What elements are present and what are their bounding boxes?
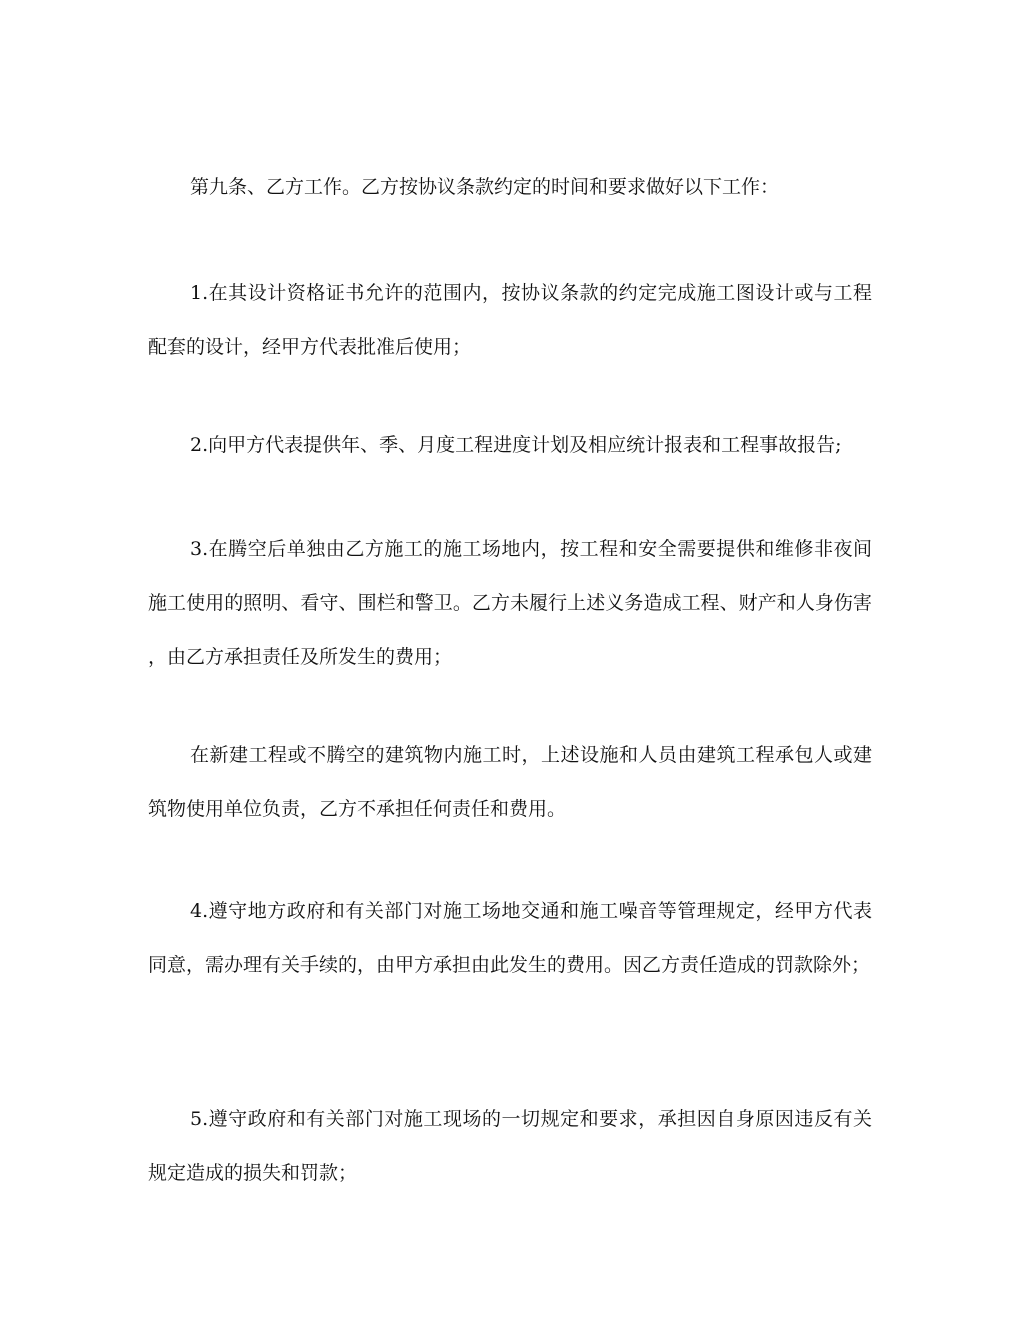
paragraph-item-4: 4.遵守地方政府和有关部门对施工场地交通和施工噪音等管理规定，经甲方代表同意，需办理有关手续的，由甲方承担由此发生的费用。因乙方责任造成的罚款除外； (148, 900, 872, 976)
paragraph-item-3: 3.在腾空后单独由乙方施工的施工场地内，按工程和安全需要提供和维修非夜间施工使用的照明、看守、围栏和警卫。乙方未履行上述义务造成工程、财产和人身伤害，由乙方承担责任及所发生的费用； (148, 538, 872, 668)
paragraph-item-3-note: 在新建工程或不腾空的建筑物内施工时，上述设施和人员由建筑工程承包人或建筑物使用单位负责，乙方不承担任何责任和费用。 (148, 744, 872, 820)
paragraph-item-1: 1.在其设计资格证书允许的范围内，按协议条款的约定完成施工图设计或与工程配套的设计，经甲方代表批准后使用； (148, 282, 872, 358)
paragraph-item-5: 5.遵守政府和有关部门对施工现场的一切规定和要求，承担因自身原因违反有关规定造成的损失和罚款； (148, 1108, 872, 1184)
paragraph-article-9: 第九条、乙方工作。乙方按协议条款约定的时间和要求做好以下工作： (190, 176, 780, 198)
paragraph-item-2: 2.向甲方代表提供年、季、月度工程进度计划及相应统计报表和工程事故报告; (190, 434, 842, 456)
